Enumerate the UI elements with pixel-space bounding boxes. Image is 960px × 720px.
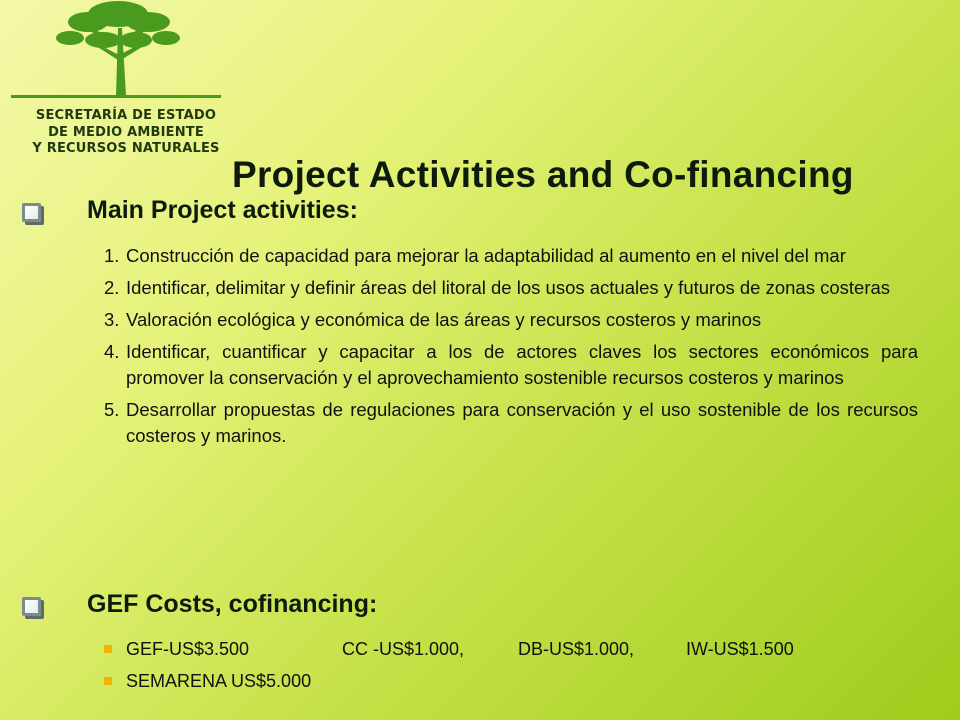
cc-cost: CC -US$1.000, [342,639,465,659]
activities-section-heading [22,196,358,224]
costs-section-heading [22,590,378,618]
checkbox-bullet-icon [22,203,41,222]
list-item [104,307,924,333]
activities-list [104,243,924,455]
list-item [104,339,924,391]
gef-cost: GEF-US$3.500 [126,639,250,659]
slide-title: Project Activities and Co-financing [232,154,854,195]
list-item [104,275,924,301]
db-cost: DB-US$1.000, [518,639,635,659]
ministry-logo [8,0,238,170]
costs-heading-label: GEF Costs, cofinancing: [87,590,378,618]
semarena-cost: SEMARENA US$5.000 [126,671,312,691]
item-text: Valoración ecológica y económica de las áreas y recursos costeros y marinos [126,309,762,330]
item-text: Desarrollar propuestas de regulaciones para conservación y el uso sostenible de los recursos costeros y marinos. [126,399,918,446]
item-number: 3. [104,309,120,330]
logo-line-1: SECRETARÍA DE ESTADO [35,108,217,123]
logo-line-3: Y RECURSOS NATURALES [32,141,220,156]
logo-line-2: DE MEDIO AMBIENTE [48,124,204,140]
item-number: 2. [104,277,120,298]
logo-caption [8,108,244,158]
item-number: 1. [104,245,120,266]
costs-list [104,636,794,700]
square-bullet-icon [104,645,112,653]
item-text: Identificar, delimitar y definir áreas del litoral de los usos actuales y futuros de zonas costeras [126,277,891,298]
item-number: 5. [104,399,120,420]
item-text: Identificar, cuantificar y capacitar a los de actores claves los sectores económicos para promover la conservación y el aprovechamiento sostenible recursos costeros y marinos [126,341,918,388]
list-item [104,636,794,662]
activities-heading-label: Main Project activities: [87,196,358,224]
list-item [104,668,794,694]
item-number: 4. [104,341,120,362]
list-item [104,243,924,269]
checkbox-bullet-icon [22,597,41,616]
square-bullet-icon [104,677,112,685]
list-item [104,397,924,449]
iw-cost: IW-US$1.500 [686,639,794,659]
item-text: Construcción de capacidad para mejorar la adaptabilidad al aumento en el nivel del mar [126,245,846,266]
tree-icon [8,0,238,105]
